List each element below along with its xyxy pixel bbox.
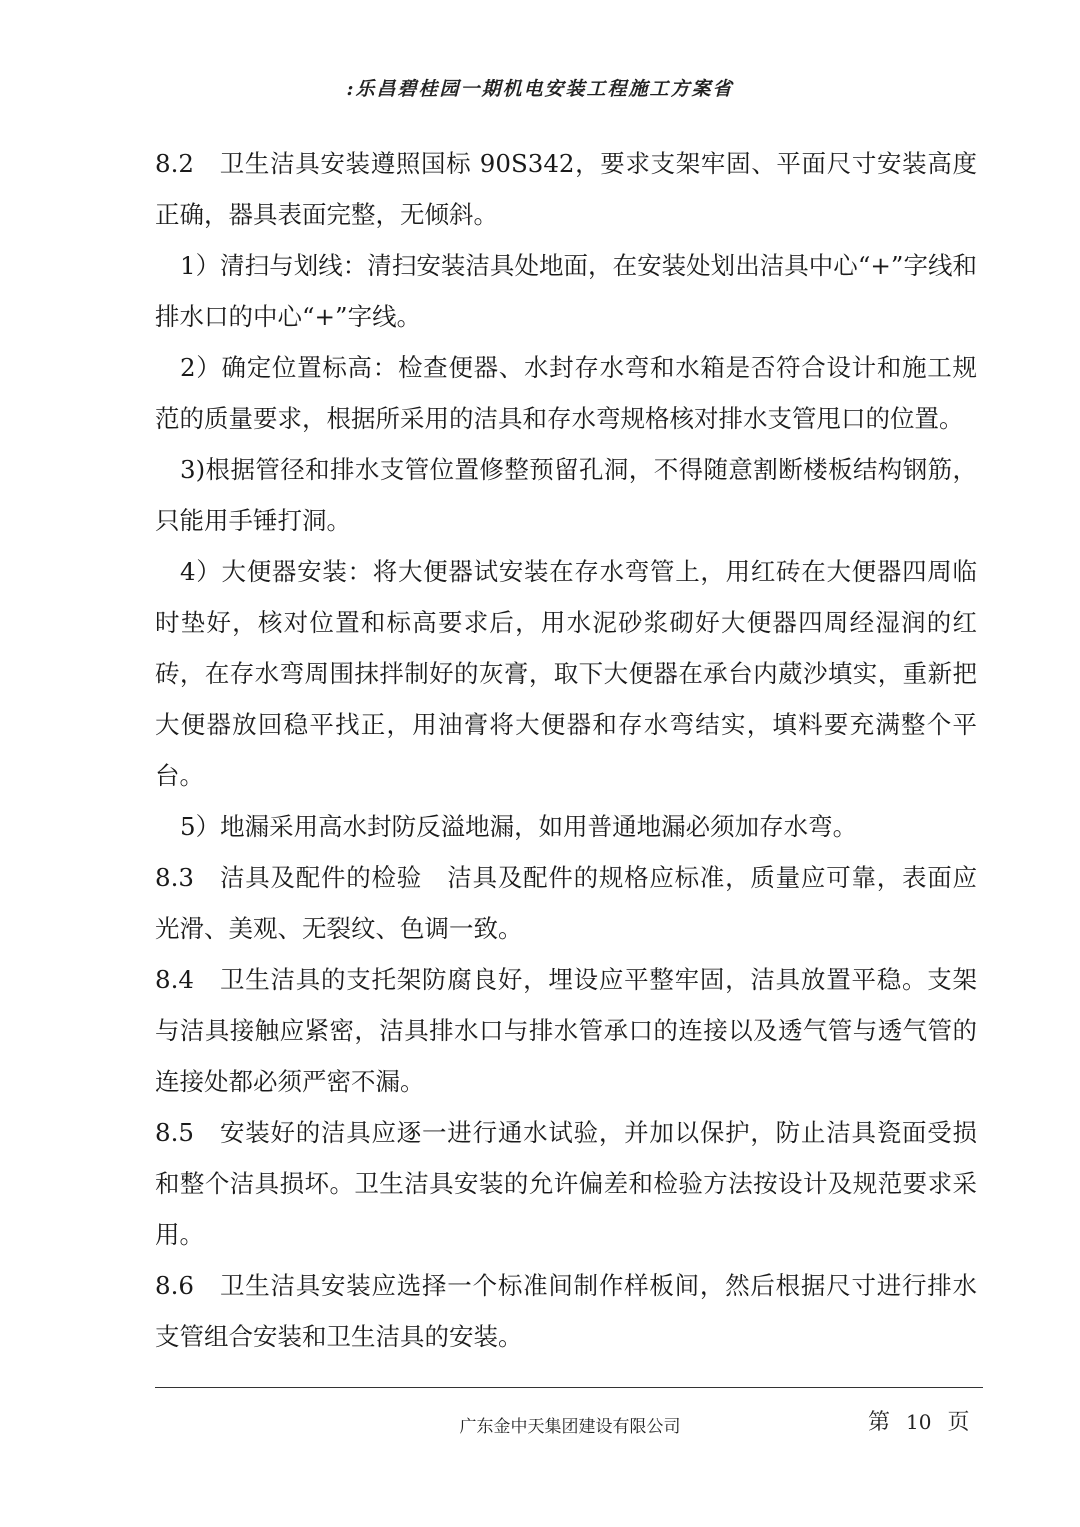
document-header-title: :乐昌碧桂园一期机电安装工程施工方案省	[346, 78, 734, 100]
paragraph-step-2: 2）确定位置标高：检查便器、水封存水弯和水箱是否符合设计和施工规范的质量要求，根据所采用的洁具和存水弯规格核对排水支管甩口的位置。	[155, 353, 977, 433]
paragraph-step-1: 1）清扫与划线：清扫安装洁具处地面，在安装处划出洁具中心“+”字线和排水口的中心“+”字线。	[155, 251, 977, 331]
page-suffix: 页	[947, 1410, 970, 1435]
footer-page-indicator	[868, 1405, 969, 1436]
page-prefix: 第	[868, 1410, 891, 1435]
footer-company-name: 广东金中天集团建设有限公司	[459, 1417, 681, 1437]
paragraph-step-3: 3)根据管径和排水支管位置修整预留孔洞，不得随意割断楼板结构钢筋，只能用手锤打洞。	[155, 455, 977, 535]
paragraph-8-2: 8.2 卫生洁具安装遵照国标 90S342，要求支架牢固、平面尺寸安装高度正确，器具表面完整，无倾斜。	[155, 149, 977, 229]
paragraph-8-5: 8.5 安装好的洁具应逐一进行通水试验，并加以保护，防止洁具瓷面受损和整个洁具损坏。卫生洁具安装的允许偏差和检验方法按设计及规范要求采用。	[155, 1118, 977, 1249]
paragraph-8-3: 8.3 洁具及配件的检验 洁具及配件的规格应标准，质量应可靠，表面应光滑、美观、无裂纹、色调一致。	[155, 863, 977, 943]
paragraph-8-6: 8.6 卫生洁具安装应选择一个标准间制作样板间，然后根据尺寸进行排水支管组合安装和卫生洁具的安装。	[155, 1271, 977, 1351]
footer-divider	[155, 1387, 983, 1388]
paragraph-step-4: 4）大便器安装：将大便器试安装在存水弯管上，用红砖在大便器四周临时垫好，核对位置和标高要求后，用水泥砂浆砌好大便器四周经湿润的红砖，在存水弯周围抹拌制好的灰膏，取下大便器在承台内葳沙填实，重新把大便器放回稳平找正，用油膏将大便器和存水弯结实，填料要充满整个平台。	[155, 557, 977, 790]
paragraph-step-5: 5）地漏采用高水封防反溢地漏，如用普通地漏必须加存水弯。	[180, 812, 858, 841]
page-number: 10	[906, 1410, 932, 1434]
paragraph-8-4: 8.4 卫生洁具的支托架防腐良好，埋设应平整牢固，洁具放置平稳。支架与洁具接触应紧密，洁具排水口与排水管承口的连接以及透气管与透气管的连接处都必须严密不漏。	[155, 965, 977, 1096]
document-body	[155, 138, 977, 1362]
